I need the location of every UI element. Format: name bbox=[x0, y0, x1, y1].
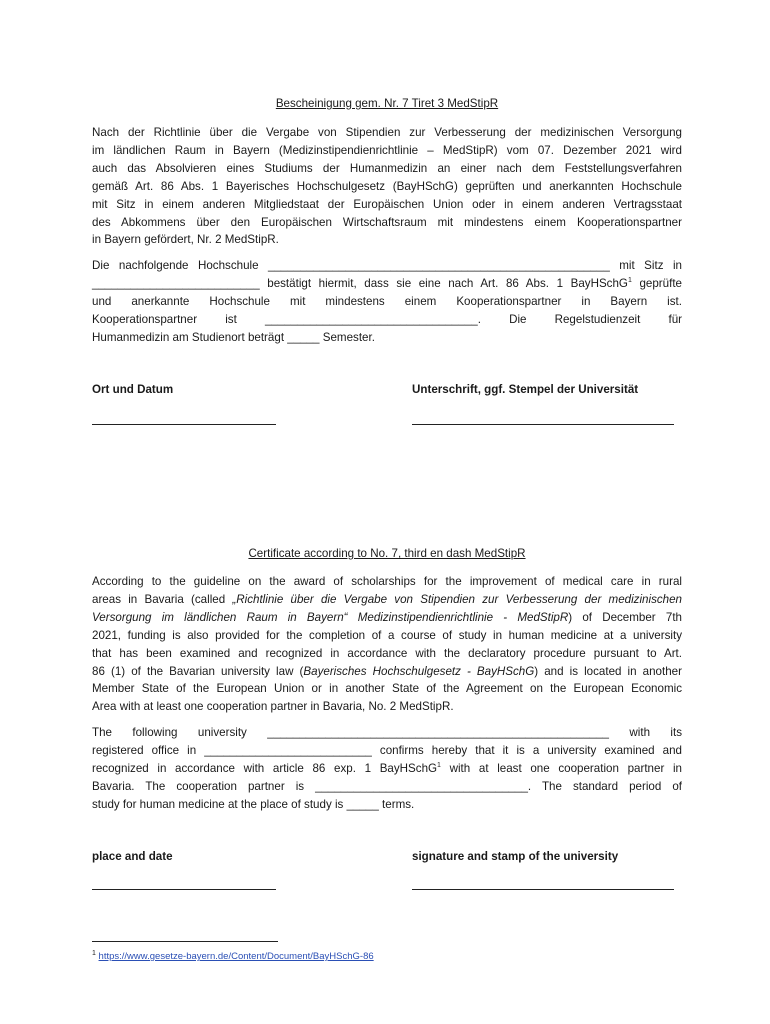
text-part: ) of December 7th bbox=[568, 610, 682, 624]
german-title: Bescheinigung gem. Nr. 7 Tiret 3 MedStipR bbox=[275, 97, 499, 110]
english-p2-line bbox=[92, 778, 682, 796]
german-signature-label: Unterschrift, ggf. Stempel der Universität bbox=[412, 383, 639, 396]
english-p1-line bbox=[92, 645, 682, 663]
english-p1-line bbox=[92, 609, 682, 627]
text-segment bbox=[92, 575, 682, 588]
text-part: bestätigt hiermit, dass sie eine nach Art. 86 Abs. 1 BayHSchG bbox=[259, 276, 628, 290]
text-part: that has been examined and recognized in accordance with the declaratory procedure pursuant to Art. bbox=[92, 646, 682, 660]
english-p2-line bbox=[92, 796, 682, 814]
german-p2-line: und anerkannte Hochschule mit mindestens einem Kooperationspartner in Bayern ist. bbox=[92, 294, 682, 308]
english-p1-line bbox=[92, 680, 682, 698]
english-paragraph-2 bbox=[92, 724, 682, 814]
english-p2-line bbox=[92, 742, 682, 760]
italic-text: Versorgung im ländlichen Raum in Bayern“ Medizinstipendienrichtlinie - MedStipR bbox=[92, 610, 569, 624]
text-segment: recognized in accordance with article 86 exp. 1 BayHSchG bbox=[92, 761, 438, 775]
footnote-number: 1 bbox=[92, 949, 96, 957]
footnote-separator bbox=[92, 941, 278, 942]
text-segment: Bavaria. The cooperation partner is bbox=[92, 779, 316, 793]
text-segment bbox=[92, 593, 682, 606]
german-paragraph-2 bbox=[92, 257, 682, 347]
german-p1-line: Nach der Richtlinie über die Vergabe von Stipendien zur Verbesserung der medizinischen Versorgung bbox=[92, 126, 682, 139]
text-part: 86 (1) of the Bavarian university law ( bbox=[92, 664, 304, 678]
german-p1-line: im ländlichen Raum in Bayern (Medizinstipendienrichtlinie – MedStipR) vom 07. Dezember 2021 wird bbox=[92, 143, 682, 157]
german-p1-line: des Abkommens über den Europäischen Wirtschaftsraum mit mindestens einem Kooperationspartner bbox=[92, 215, 682, 229]
english-p2-line bbox=[92, 724, 682, 742]
text-segment: Kooperationspartner ist bbox=[92, 312, 265, 326]
german-p1-line: in Bayern gefördert, Nr. 2 MedStipR. bbox=[92, 233, 279, 247]
english-place-date-label: place and date bbox=[92, 850, 173, 863]
terms-count-field[interactable]: _____ bbox=[346, 797, 379, 811]
german-paragraph-1 bbox=[92, 124, 682, 249]
text-segment: terms. bbox=[378, 797, 415, 811]
text-segment: confirms hereby that it is a university examined and bbox=[371, 743, 682, 757]
text-segment bbox=[260, 277, 682, 290]
text-part: According to the guideline on the award of scholarships for the improvement of medical care in rural bbox=[92, 575, 682, 588]
german-p1-line: gemäß Art. 86 Abs. 1 Bayerisches Hochschulgesetz (BayHSchG) geprüften und anerkannten Hochschule bbox=[92, 179, 682, 193]
text-segment bbox=[92, 665, 682, 678]
text-segment: study for human medicine at the place of study is bbox=[92, 797, 347, 811]
italic-text: Bayerisches Hochschulgesetz - BayHSchG bbox=[303, 664, 535, 678]
text-part: Area with at least one cooperation partner in Bavaria, No. 2 MedStipR. bbox=[92, 700, 454, 714]
english-p1-line bbox=[92, 698, 682, 716]
text-part: 2021, funding is also provided for the completion of a course of study in human medicine at a university bbox=[92, 628, 682, 642]
english-place-date-line[interactable] bbox=[92, 889, 276, 890]
german-p1-line: mit Sitz in einem anderen Mitgliedstaat der Europäischen Union oder in einem anderen Vertragsstaat bbox=[92, 197, 682, 211]
document-page bbox=[92, 0, 682, 1024]
text-segment: The following university bbox=[92, 726, 268, 739]
english-title: Certificate according to No. 7, third en dash MedStipR bbox=[248, 547, 526, 560]
text-segment bbox=[92, 611, 682, 624]
german-p2-line bbox=[92, 257, 682, 275]
german-p2-line bbox=[92, 311, 682, 329]
text-segment bbox=[92, 682, 682, 695]
english-p1-line bbox=[92, 591, 682, 609]
text-part: ) and is located in another bbox=[534, 664, 682, 678]
text-segment: Semester. bbox=[319, 330, 375, 344]
footnote-marker: 1 bbox=[437, 761, 441, 769]
text-segment bbox=[92, 647, 682, 660]
text-part: geprüfte bbox=[631, 276, 682, 290]
cooperation-partner-field[interactable]: _________________________________ bbox=[315, 779, 528, 793]
cooperation-partner-field[interactable]: _________________________________ bbox=[264, 312, 478, 326]
text-segment: with at least one cooperation partner in bbox=[440, 761, 682, 775]
english-paragraph-1 bbox=[92, 573, 682, 716]
english-signature-label: signature and stamp of the university bbox=[412, 850, 619, 863]
text-segment: . The standard period of bbox=[527, 779, 683, 793]
text-segment bbox=[92, 629, 682, 642]
text-segment: registered office in bbox=[92, 743, 205, 757]
footnote-marker: 1 bbox=[627, 277, 632, 285]
english-p1-line bbox=[92, 573, 682, 591]
university-seat-field[interactable]: __________________________ bbox=[92, 276, 260, 290]
text-segment: . Die Regelstudienzeit für bbox=[477, 312, 683, 326]
english-p2-line bbox=[92, 760, 682, 778]
italic-text: „Richtlinie über die Vergabe von Stipendien zur Verbesserung der medizinischen bbox=[232, 592, 683, 606]
footnote-link[interactable]: https://www.gesetze-bayern.de/Content/Document/BayHSchG-86 bbox=[98, 951, 374, 962]
german-place-date-line[interactable] bbox=[92, 424, 276, 425]
german-p2-line bbox=[92, 275, 682, 293]
text-segment: Die nachfolgende Hochschule bbox=[92, 259, 269, 272]
german-p1-line: auch das Absolvieren eines Studiums der Humanmedizin an einer nach dem Feststellungsverfahren bbox=[92, 161, 682, 175]
german-place-date-label: Ort und Datum bbox=[92, 383, 174, 396]
text-segment: Humanmedizin am Studienort beträgt bbox=[92, 330, 288, 344]
german-p2-line bbox=[92, 329, 682, 347]
registered-office-field[interactable]: __________________________ bbox=[204, 743, 372, 757]
university-name-field[interactable]: _____________________________________________________ bbox=[268, 259, 610, 272]
text-part: areas in Bavaria (called bbox=[92, 592, 233, 606]
university-name-field[interactable]: _____________________________________________________ bbox=[267, 726, 609, 739]
english-p1-line bbox=[92, 627, 682, 645]
text-segment: mit Sitz in bbox=[609, 259, 683, 272]
german-signature-line[interactable] bbox=[412, 424, 674, 425]
footnote bbox=[92, 951, 374, 962]
english-signature-line[interactable] bbox=[412, 889, 674, 890]
semester-count-field[interactable]: _____ bbox=[287, 330, 320, 344]
text-segment: with its bbox=[609, 726, 682, 739]
english-p1-line bbox=[92, 663, 682, 681]
text-part: Member State of the European Union or in another State of the Agreement on the European Economic bbox=[92, 682, 682, 696]
text-segment bbox=[92, 700, 454, 713]
